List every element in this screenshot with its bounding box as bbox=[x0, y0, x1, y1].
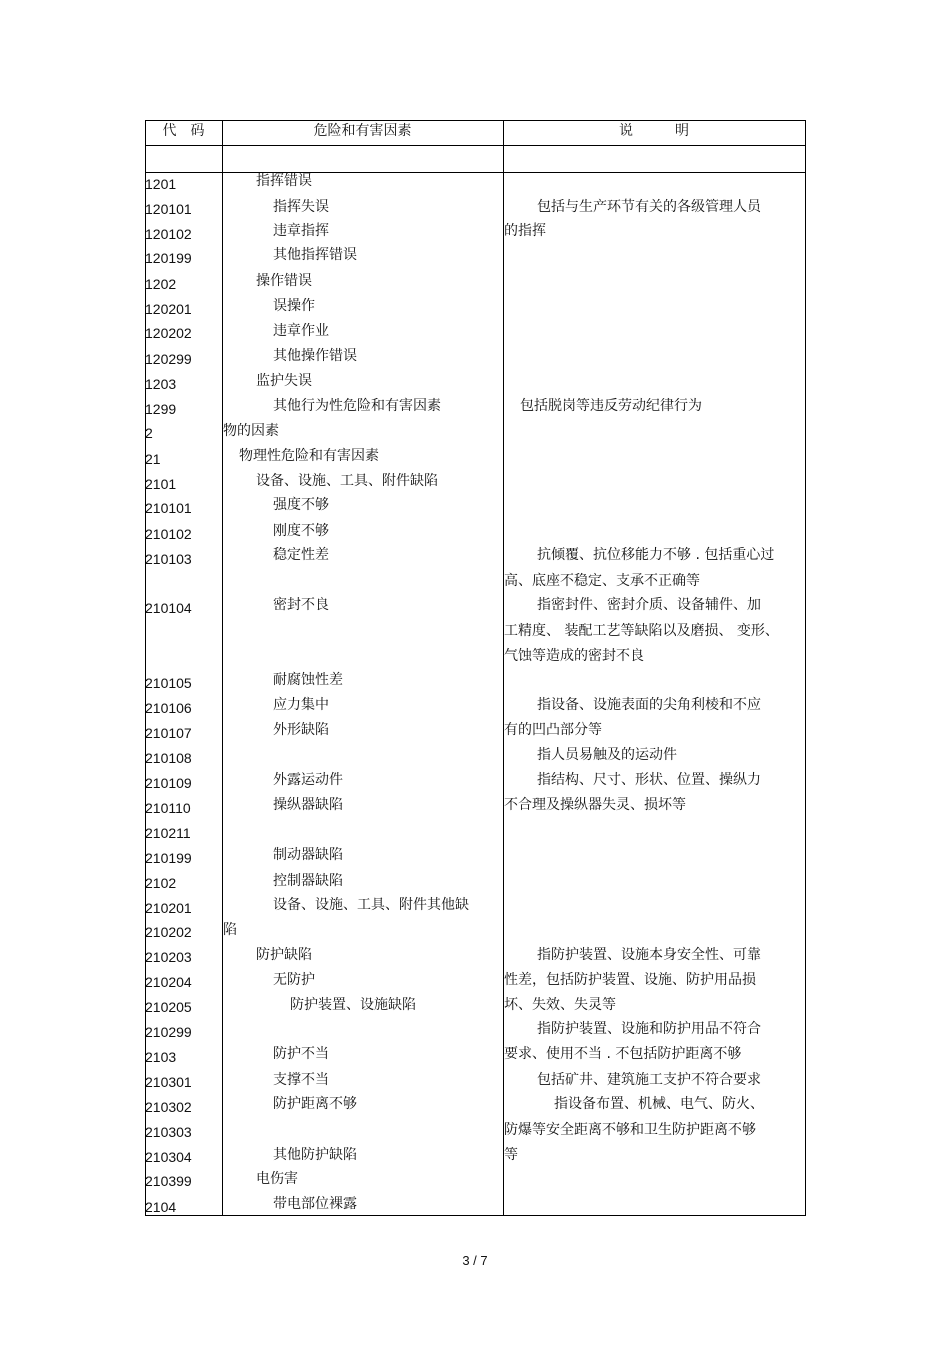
factor-cell: 应力集中 bbox=[273, 697, 329, 713]
description-line: 要求、使用不当 . 不包括防护距离不够 bbox=[504, 1046, 742, 1062]
description-line: 坏、失效、失灵等 bbox=[504, 997, 616, 1013]
code-cell: 2103 bbox=[145, 1049, 177, 1065]
description-line: 指防护装置、设施本身安全性、可靠 bbox=[537, 947, 761, 963]
description-line: 等 bbox=[504, 1147, 518, 1163]
code-cell: 210299 bbox=[145, 1024, 192, 1040]
factor-cell: 刚度不够 bbox=[273, 523, 329, 539]
code-cell: 1201 bbox=[145, 176, 177, 192]
header-description: 说 明 bbox=[619, 123, 689, 139]
factor-cell: 违章指挥 bbox=[273, 223, 329, 239]
factor-cell: 密封不良 bbox=[273, 597, 329, 613]
factor-cell: 防护不当 bbox=[273, 1046, 329, 1062]
factor-cell: 物理性危险和有害因素 bbox=[239, 448, 379, 464]
description-line: 气蚀等造成的密封不良 bbox=[504, 648, 644, 664]
factor-cell: 防护装置、设施缺陷 bbox=[290, 997, 416, 1013]
factor-cell: 陷 bbox=[223, 922, 237, 938]
code-cell: 210199 bbox=[145, 850, 192, 866]
code-cell: 2101 bbox=[145, 476, 177, 492]
factor-cell: 制动器缺陷 bbox=[273, 847, 343, 863]
header-code: 代 码 bbox=[162, 123, 205, 139]
table-bottom-border bbox=[145, 1215, 806, 1216]
description-line: 包括脱岗等违反劳动纪律行为 bbox=[520, 398, 702, 414]
description-line: 的指挥 bbox=[504, 223, 546, 239]
code-cell: 210202 bbox=[145, 924, 192, 940]
description-line: 指密封件、密封介质、设备辅件、加 bbox=[537, 597, 761, 613]
code-cell: 210302 bbox=[145, 1099, 192, 1115]
code-cell: 210102 bbox=[145, 526, 192, 542]
description-line: 指防护装置、设施和防护用品不符合 bbox=[537, 1021, 761, 1037]
code-cell: 210303 bbox=[145, 1124, 192, 1140]
code-cell: 210201 bbox=[145, 900, 192, 916]
code-cell: 120201 bbox=[145, 301, 192, 317]
code-cell: 1299 bbox=[145, 401, 177, 417]
page-number: 3 / 7 bbox=[462, 1253, 488, 1268]
factor-cell: 指挥失误 bbox=[273, 199, 329, 215]
factor-cell: 耐腐蚀性差 bbox=[273, 672, 343, 688]
code-cell: 210399 bbox=[145, 1173, 192, 1189]
factor-cell: 带电部位裸露 bbox=[273, 1196, 357, 1212]
description-line: 包括矿井、建筑施工支护不符合要求 bbox=[537, 1072, 761, 1088]
factor-cell: 其他指挥错误 bbox=[273, 247, 357, 263]
factor-cell: 支撑不当 bbox=[273, 1072, 329, 1088]
factor-cell: 监护失误 bbox=[256, 373, 312, 389]
code-cell: 2104 bbox=[145, 1199, 177, 1215]
code-cell: 21 bbox=[145, 451, 161, 467]
code-cell: 120101 bbox=[145, 201, 192, 217]
code-cell: 210301 bbox=[145, 1074, 192, 1090]
factor-cell: 操纵器缺陷 bbox=[273, 797, 343, 813]
factor-cell: 违章作业 bbox=[273, 323, 329, 339]
description-line: 防爆等安全距离不够和卫生防护距离不够 bbox=[504, 1122, 756, 1138]
factor-cell: 稳定性差 bbox=[273, 547, 329, 563]
table-empty-row-divider bbox=[145, 172, 806, 173]
table-header-divider bbox=[145, 145, 806, 146]
code-cell: 120199 bbox=[145, 250, 192, 266]
code-cell: 210103 bbox=[145, 551, 192, 567]
code-cell: 210104 bbox=[145, 600, 192, 616]
code-cell: 2102 bbox=[145, 875, 177, 891]
code-cell: 210203 bbox=[145, 949, 192, 965]
factor-cell: 防护缺陷 bbox=[256, 947, 312, 963]
factor-cell: 电伤害 bbox=[256, 1171, 298, 1187]
factor-cell: 控制器缺陷 bbox=[273, 873, 343, 889]
code-cell: 120102 bbox=[145, 226, 192, 242]
factor-cell: 其他操作错误 bbox=[273, 348, 357, 364]
factor-cell: 无防护 bbox=[273, 972, 315, 988]
code-cell: 120299 bbox=[145, 351, 192, 367]
code-cell: 210110 bbox=[145, 800, 191, 816]
factor-cell: 其他防护缺陷 bbox=[273, 1147, 357, 1163]
factor-cell: 设备、设施、工具、附件缺陷 bbox=[256, 473, 438, 489]
factor-cell: 指挥错误 bbox=[256, 173, 312, 189]
code-cell: 120202 bbox=[145, 325, 192, 341]
code-cell: 210101 bbox=[145, 500, 192, 516]
code-cell: 210105 bbox=[145, 675, 192, 691]
factor-cell: 操作错误 bbox=[256, 273, 312, 289]
description-line: 指设备布置、机械、电气、防火、 bbox=[554, 1096, 764, 1112]
description-line: 不合理及操纵器失灵、损坏等 bbox=[504, 797, 686, 813]
factor-cell: 误操作 bbox=[273, 298, 315, 314]
factor-cell: 外形缺陷 bbox=[273, 722, 329, 738]
factor-cell: 设备、设施、工具、附件其他缺 bbox=[273, 897, 469, 913]
code-cell: 210109 bbox=[145, 775, 192, 791]
code-cell: 210205 bbox=[145, 999, 192, 1015]
factor-cell: 其他行为性危险和有害因素 bbox=[273, 398, 441, 414]
description-line: 指设备、设施表面的尖角利棱和不应 bbox=[537, 697, 761, 713]
factor-cell: 物的因素 bbox=[223, 423, 279, 439]
description-line: 工精度、 装配工艺等缺陷以及磨损、 变形、 bbox=[504, 623, 779, 639]
description-line: 指人员易触及的运动件 bbox=[537, 747, 677, 763]
column-divider-code bbox=[222, 120, 223, 1216]
code-cell: 1203 bbox=[145, 376, 177, 392]
description-line: 高、底座不稳定、支承不正确等 bbox=[504, 573, 700, 589]
code-cell: 210304 bbox=[145, 1149, 192, 1165]
code-cell: 2 bbox=[145, 425, 153, 441]
code-cell: 210204 bbox=[145, 974, 192, 990]
code-cell: 210107 bbox=[145, 725, 192, 741]
description-line: 性差，包括防护装置、设施、防护用品损 bbox=[504, 972, 756, 988]
header-factor: 危险和有害因素 bbox=[313, 123, 412, 139]
code-cell: 1202 bbox=[145, 276, 177, 292]
table-right-border bbox=[805, 120, 806, 1216]
code-cell: 210211 bbox=[145, 825, 191, 841]
factor-cell: 强度不够 bbox=[273, 497, 329, 513]
factor-cell: 外露运动件 bbox=[273, 772, 343, 788]
description-line: 有的凹凸部分等 bbox=[504, 722, 602, 738]
description-line: 抗倾覆、抗位移能力不够 . 包括重心过 bbox=[537, 547, 775, 563]
factor-cell: 防护距离不够 bbox=[273, 1096, 357, 1112]
code-cell: 210108 bbox=[145, 750, 192, 766]
description-line: 指结构、尺寸、形状、位置、操纵力 bbox=[537, 772, 761, 788]
description-line: 包括与生产环节有关的各级管理人员 bbox=[537, 199, 761, 215]
code-cell: 210106 bbox=[145, 700, 192, 716]
